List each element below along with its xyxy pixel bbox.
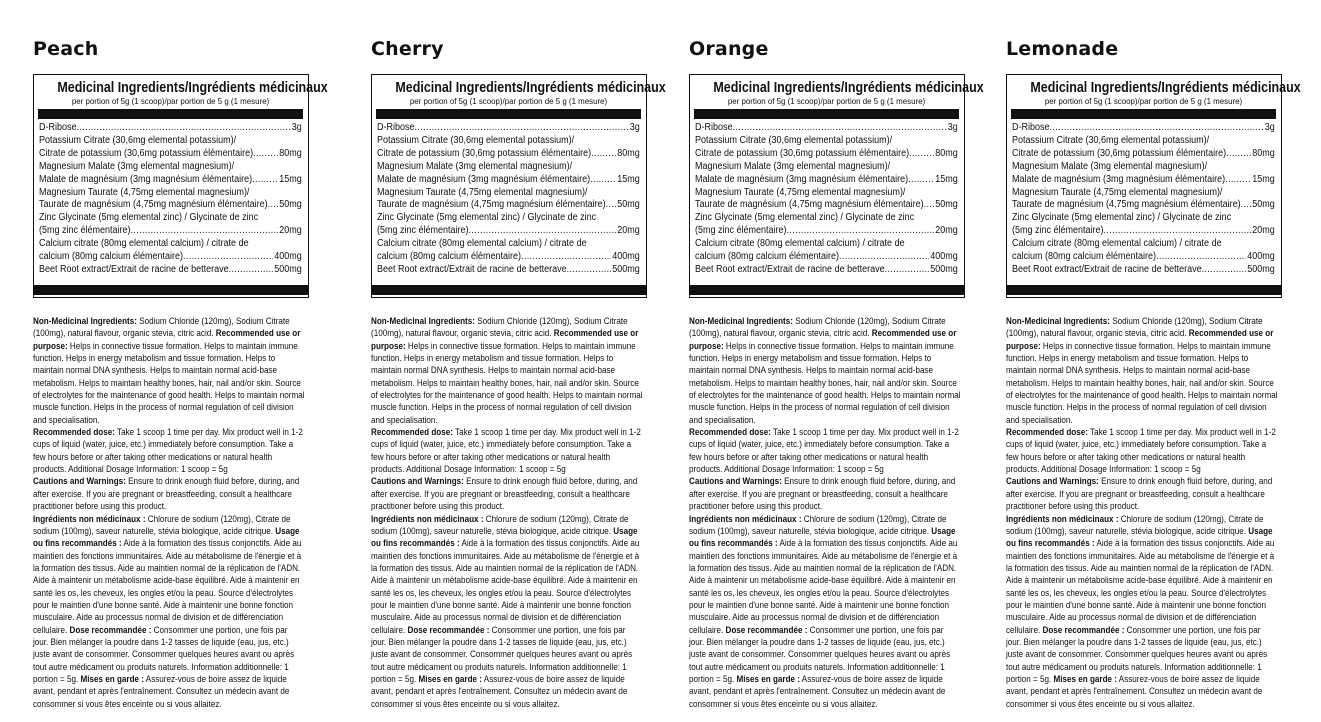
recommended-dose-heading: Recommended dose:	[689, 427, 771, 438]
non-medicinal-heading: Non-Medicinal Ingredients:	[689, 316, 793, 326]
recommended-dose-heading: Recommended dose:	[371, 427, 453, 438]
thick-rule-bottom	[33, 285, 309, 295]
fr-warnings-heading: Mises en garde :	[80, 673, 144, 684]
non-medicinal-text: Sodium Chloride (120mg), Sodium Citrate (100mg), natural flavour, organic stevia, citric acid.	[1006, 316, 1263, 339]
ingredient-row	[39, 122, 302, 135]
thick-rule-bottom	[1006, 285, 1282, 295]
product-information-text	[33, 315, 305, 710]
thick-rule-top	[376, 109, 641, 119]
recommended-dose-heading: Recommended dose:	[33, 427, 115, 438]
medicinal-ingredients-box	[371, 74, 666, 298]
ingredient-row: Magnesium Taurate (4,75mg elemental magnesium)/	[1012, 186, 1223, 198]
ingredient-row: Potassium Citrate (30,6mg elemental potassium)/	[695, 134, 893, 146]
dot-leader	[567, 264, 612, 277]
recommended-use-text: Helps in connective tissue formation. Helps to maintain immune function. Helps in energy metabolism and tissue formation. Helps to maintain normal DNA synthesis. Helps to maintain normal acid-base metabolism. Helps to maintain healthy bones, hair, nail and/or skin. Source of electrolytes for the maintenance of good health. Helps to maintain normal muscle function. Helps in the process of normal regulation of cell division and specialisation.	[33, 340, 305, 425]
thick-rule-bottom	[371, 285, 647, 295]
dot-leader	[252, 174, 278, 187]
ingredient-row	[377, 225, 640, 238]
ingredient-name: Malate de magnésium (3mg magnésium élémentaire)	[39, 173, 253, 185]
thick-rule-top	[1011, 109, 1276, 119]
recommended-dose-heading: Recommended dose:	[1006, 427, 1088, 438]
dot-leader	[1226, 148, 1251, 161]
ingredient-row	[695, 174, 958, 187]
ingredient-amount: 80mg	[617, 147, 640, 159]
ingredient-row	[1012, 264, 1275, 277]
dot-leader	[908, 174, 934, 187]
ingredient-amount: 20mg	[617, 225, 640, 237]
english-info	[371, 315, 643, 426]
recommended-use-text: Helps in connective tissue formation. Helps to maintain immune function. Helps in energy metabolism and tissue formation. Helps to maintain normal DNA synthesis. Helps to maintain normal acid-base metabolism. Helps to maintain healthy bones, hair, nail and/or skin. Source of electrolytes for the maintenance of good health. Helps to maintain normal muscle function. Helps in the process of normal regulation of cell division and specialisation.	[1006, 340, 1278, 425]
thick-rule-top	[694, 109, 959, 119]
dot-leader	[885, 264, 930, 277]
non-medicinal-text: Sodium Chloride (120mg), Sodium Citrate (100mg), natural flavour, organic stevia, citric acid.	[689, 316, 946, 339]
ingredient-amount: 3g	[1264, 122, 1275, 133]
english-dose	[689, 426, 961, 475]
fr-non-medicinal-heading: Ingrédients non médicinaux :	[371, 513, 484, 524]
ingredient-name: calcium (80mg calcium élémentaire)	[695, 251, 840, 263]
fr-recommended-use-heading: Usage ou fins recommandés :	[689, 525, 956, 549]
fr-dose-text: Consommer une portion, une fois par jour. Bien mélanger la poudre dans 1-2 tasses de liquide (eau, jus, etc.) juste avant de consommer. Consommer quelques heures avant ou après tout autre médicament ou produits naturels. Information additionnelle: 1 portion = 5g.	[33, 624, 295, 684]
dot-leader	[1104, 225, 1252, 238]
ingredient-amount: 15mg	[1252, 173, 1275, 185]
fr-warnings-heading: Mises en garde :	[418, 673, 482, 684]
fr-recommended-use-text: Aide à la formation des tissus conjonctifs. Aide au maintien des fonctions immunitaires. Aide au métabolisme de l'énergie et à la formation des tissus. Aide au maintien normal de la réplication de l'ADN. Aide à maintenir un métabolisme acide-base équilibré. Aide à maintenir en santé les os, les cheveux, les ongles et/ou la peau. Source d'électrolytes pour le maintien d'une bonne santé. Aide à maintenir une bonne fonction musculaire. Aide au processus normal de division et de différenciation cellulaire.	[371, 538, 640, 635]
ingredients-box-subtitle: per portion of 5g (1 scoop)/par portion de 5 g (1 mesure)	[409, 96, 608, 106]
recommended-use-heading: Recommended use or purpose:	[33, 328, 301, 351]
ingredient-row	[1012, 122, 1275, 135]
ingredient-row: Zinc Glycinate (5mg elemental zinc) / Glycinate de zinc	[1012, 212, 1232, 224]
ingredient-name: Taurate de magnésium (4,75mg magnésium élémentaire)	[377, 199, 606, 211]
fr-recommended-use-text: Aide à la formation des tissus conjonctifs. Aide au maintien des fonctions immunitaires. Aide au métabolisme de l'énergie et à la formation des tissus. Aide au maintien normal de la réplication de l'ADN. Aide à maintenir un métabolisme acide-base équilibré. Aide à maintenir en santé les os, les cheveux, les ongles et/ou la peau. Source d'électrolytes pour le maintien d'une bonne santé. Aide à maintenir une bonne fonction musculaire. Aide au processus normal de division et de différenciation cellulaire.	[33, 538, 302, 635]
ingredient-amount: 500mg	[930, 263, 958, 275]
ingredients-box-title: Medicinal Ingredients/Ingrédients médicinaux	[395, 80, 666, 96]
ingredient-row	[1012, 174, 1275, 187]
ingredient-row: Potassium Citrate (30,6mg elemental potassium)/	[377, 134, 575, 146]
fr-non-medicinal-heading: Ingrédients non médicinaux :	[33, 513, 146, 524]
english-info	[1006, 315, 1278, 426]
fr-non-medicinal-text: Chlorure de sodium (120mg), Citrate de sodium (100mg), saveur naturelle, stévia biologique, acide citrique.	[33, 513, 291, 536]
dot-leader	[591, 148, 616, 161]
ingredient-name: Malate de magnésium (3mg magnésium élémentaire)	[1012, 173, 1226, 185]
ingredient-name: Taurate de magnésium (4,75mg magnésium élémentaire)	[39, 199, 268, 211]
ingredient-amount: 50mg	[279, 199, 302, 211]
ingredients-box-subtitle: per portion of 5g (1 scoop)/par portion de 5 g (1 mesure)	[1044, 96, 1243, 106]
ingredients-box-title: Medicinal Ingredients/Ingrédients médicinaux	[57, 80, 328, 96]
ingredient-row	[695, 199, 958, 212]
non-medicinal-heading: Non-Medicinal Ingredients:	[1006, 316, 1110, 326]
fr-recommended-use-heading: Usage ou fins recommandés :	[33, 525, 300, 549]
thick-rule-top	[38, 109, 303, 119]
flavor-title: Orange	[689, 38, 769, 60]
dot-leader	[1241, 199, 1252, 212]
ingredient-amount: 15mg	[279, 173, 302, 185]
dot-leader	[787, 225, 935, 238]
flavor-title: Peach	[33, 38, 99, 60]
fr-dose-heading: Dose recommandée :	[69, 624, 152, 635]
ingredient-row	[377, 264, 640, 277]
ingredients-box-subtitle: per portion of 5g (1 scoop)/par portion de 5 g (1 mesure)	[727, 96, 926, 106]
fr-non-medicinal-heading: Ingrédients non médicinaux :	[689, 513, 802, 524]
non-medicinal-heading: Non-Medicinal Ingredients:	[33, 316, 137, 326]
ingredient-row: Calcium citrate (80mg elemental calcium) / citrate de	[1012, 238, 1222, 250]
ingredient-row: Zinc Glycinate (5mg elemental zinc) / Glycinate de zinc	[39, 212, 259, 224]
ingredient-row: Zinc Glycinate (5mg elemental zinc) / Glycinate de zinc	[377, 212, 597, 224]
ingredient-row	[39, 225, 302, 238]
ingredient-rows	[1012, 122, 1275, 277]
warnings-text: Ensure to drink enough fluid before, during, and after exercise. If you are pregnant or breastfeeding, consult a healthcare practitioner before using this product.	[689, 476, 956, 512]
recommended-use-text: Helps in connective tissue formation. Helps to maintain immune function. Helps in energy metabolism and tissue formation. Helps to maintain normal DNA synthesis. Helps to maintain normal acid-base metabolism. Helps to maintain healthy bones, hair, nail and/or skin. Source of electrolytes for the maintenance of good health. Helps to maintain normal muscle function. Helps in the process of normal regulation of cell division and specialisation.	[689, 340, 961, 425]
fr-dose-text: Consommer une portion, une fois par jour. Bien mélanger la poudre dans 1-2 tasses de liquide (eau, jus, etc.) juste avant de consommer. Consommer quelques heures avant ou après tout autre médicament ou produits naturels. Information additionnelle: 1 portion = 5g.	[1006, 624, 1268, 684]
warnings-heading: Cautions and Warnings:	[371, 476, 464, 487]
ingredients-box-title: Medicinal Ingredients/Ingrédients médicinaux	[1030, 80, 1301, 96]
ingredient-amount: 15mg	[935, 173, 958, 185]
ingredient-amount: 500mg	[1247, 263, 1275, 275]
ingredient-amount: 20mg	[279, 225, 302, 237]
ingredient-row: Calcium citrate (80mg elemental calcium) / citrate de	[39, 238, 249, 250]
ingredient-amount: 400mg	[274, 251, 302, 263]
recommended-use-heading: Recommended use or purpose:	[1006, 328, 1274, 351]
ingredient-amount: 3g	[291, 122, 302, 133]
fr-dose-heading: Dose recommandée :	[1042, 624, 1125, 635]
french-info	[371, 513, 643, 711]
dot-leader	[839, 251, 929, 264]
ingredient-rows	[39, 122, 302, 277]
flavor-title: Lemonade	[1006, 38, 1119, 60]
french-info	[33, 513, 305, 711]
warnings-text: Ensure to drink enough fluid before, during, and after exercise. If you are pregnant or breastfeeding, consult a healthcare practitioner before using this product.	[371, 476, 638, 512]
warnings-heading: Cautions and Warnings:	[689, 476, 782, 487]
dot-leader	[733, 122, 947, 135]
ingredient-amount: 500mg	[274, 263, 302, 275]
ingredient-row: Magnesium Malate (3mg elemental magnesium)/	[39, 160, 235, 172]
dot-leader	[183, 251, 273, 264]
recommended-dose-text: Take 1 scoop 1 time per day. Mix product well in 1-2 cups of liquid (water, juice, etc.) immediately before consumption. Take a few hours before or after taking other medications or natural health products. Additional Dosage Information: 1 scoop = 5g	[33, 427, 303, 475]
english-dose	[371, 426, 643, 475]
dot-leader	[606, 199, 617, 212]
warnings-text: Ensure to drink enough fluid before, during, and after exercise. If you are pregnant or breastfeeding, consult a healthcare practitioner before using this product.	[33, 476, 300, 512]
ingredient-amount: 400mg	[930, 251, 958, 263]
ingredient-rows	[377, 122, 640, 277]
ingredient-amount: 80mg	[279, 147, 302, 159]
fr-non-medicinal-text: Chlorure de sodium (120mg), Citrate de sodium (100mg), saveur naturelle, stévia biologique, acide citrique.	[371, 513, 629, 536]
ingredient-name: (5mg zinc élémentaire)	[39, 225, 131, 237]
ingredient-row	[695, 251, 958, 264]
recommended-dose-text: Take 1 scoop 1 time per day. Mix product well in 1-2 cups of liquid (water, juice, etc.) immediately before consumption. Take a few hours before or after taking other medications or natural health products. Additional Dosage Information: 1 scoop = 5g	[1006, 427, 1276, 475]
warnings-text: Ensure to drink enough fluid before, during, and after exercise. If you are pregnant or breastfeeding, consult a healthcare practitioner before using this product.	[1006, 476, 1273, 512]
ingredient-name: Beet Root extract/Extrait de racine de betterave	[39, 263, 229, 275]
ingredients-box-subtitle: per portion of 5g (1 scoop)/par portion de 5 g (1 mesure)	[71, 96, 270, 106]
ingredients-box-title: Medicinal Ingredients/Ingrédients médicinaux	[713, 80, 984, 96]
ingredient-row	[695, 264, 958, 277]
ingredient-name: D-Ribose	[39, 122, 77, 133]
ingredient-name: Citrate de potassium (30,6mg potassium élémentaire)	[39, 147, 254, 159]
ingredient-name: Citrate de potassium (30,6mg potassium élémentaire)	[1012, 147, 1227, 159]
ingredient-row	[377, 122, 640, 135]
fr-recommended-use-text: Aide à la formation des tissus conjonctifs. Aide au maintien des fonctions immunitaires. Aide au métabolisme de l'énergie et à la formation des tissus. Aide au maintien normal de la réplication de l'ADN. Aide à maintenir un métabolisme acide-base équilibré. Aide à maintenir en santé les os, les cheveux, les ongles et/ou la peau. Source d'électrolytes pour le maintien d'une bonne santé. Aide à maintenir une bonne fonction musculaire. Aide au processus normal de division et de différenciation cellulaire.	[689, 538, 958, 635]
ingredient-row	[695, 225, 958, 238]
fr-dose-heading: Dose recommandée :	[725, 624, 808, 635]
recommended-use-text: Helps in connective tissue formation. Helps to maintain immune function. Helps in energy metabolism and tissue formation. Helps to maintain normal DNA synthesis. Helps to maintain normal acid-base metabolism. Helps to maintain healthy bones, hair, nail and/or skin. Source of electrolytes for the maintenance of good health. Helps to maintain normal muscle function. Helps in the process of normal regulation of cell division and specialisation.	[371, 340, 643, 425]
medicinal-ingredients-box	[1006, 74, 1301, 298]
english-info	[33, 315, 305, 426]
ingredient-amount: 20mg	[935, 225, 958, 237]
fr-warnings-text: Assurez-vous de boire assez de liquide avant, pendant et après l'entraînement. Consultez un médecin avant de consommer si vous êtes enceinte ou si vous allaitez.	[689, 673, 946, 709]
ingredient-row: Calcium citrate (80mg elemental calcium) / citrate de	[377, 238, 587, 250]
ingredient-name: D-Ribose	[1012, 122, 1050, 133]
ingredient-name: Taurate de magnésium (4,75mg magnésium élémentaire)	[695, 199, 924, 211]
ingredient-name: Citrate de potassium (30,6mg potassium élémentaire)	[695, 147, 910, 159]
product-information-text	[1006, 315, 1278, 710]
ingredient-row	[377, 251, 640, 264]
thick-rule-bottom	[689, 285, 965, 295]
english-info	[689, 315, 961, 426]
warnings-heading: Cautions and Warnings:	[1006, 476, 1099, 487]
ingredient-name: D-Ribose	[377, 122, 415, 133]
fr-dose-heading: Dose recommandée :	[407, 624, 490, 635]
dot-leader	[909, 148, 934, 161]
ingredient-row	[1012, 199, 1275, 212]
ingredient-row: Magnesium Taurate (4,75mg elemental magnesium)/	[377, 186, 588, 198]
ingredient-rows	[695, 122, 958, 277]
ingredient-name: Malate de magnésium (3mg magnésium élémentaire)	[695, 173, 909, 185]
english-warnings	[1006, 475, 1278, 512]
ingredient-amount: 80mg	[935, 147, 958, 159]
non-medicinal-text: Sodium Chloride (120mg), Sodium Citrate (100mg), natural flavour, organic stevia, citric acid.	[33, 316, 290, 339]
ingredient-row	[695, 148, 958, 161]
dot-leader	[1202, 264, 1247, 277]
fr-recommended-use-heading: Usage ou fins recommandés :	[1006, 525, 1273, 549]
ingredient-row	[39, 251, 302, 264]
ingredient-row: Magnesium Taurate (4,75mg elemental magnesium)/	[39, 186, 250, 198]
recommended-dose-text: Take 1 scoop 1 time per day. Mix product well in 1-2 cups of liquid (water, juice, etc.) immediately before consumption. Take a few hours before or after taking other medications or natural health products. Additional Dosage Information: 1 scoop = 5g	[689, 427, 959, 475]
ingredient-row	[377, 199, 640, 212]
ingredient-row: Zinc Glycinate (5mg elemental zinc) / Glycinate de zinc	[695, 212, 915, 224]
fr-non-medicinal-text: Chlorure de sodium (120mg), Citrate de sodium (100mg), saveur naturelle, stévia biologique, acide citrique.	[689, 513, 947, 536]
french-info	[1006, 513, 1278, 711]
ingredient-amount: 50mg	[935, 199, 958, 211]
recommended-use-heading: Recommended use or purpose:	[689, 328, 957, 351]
fr-warnings-heading: Mises en garde :	[1053, 673, 1117, 684]
flavor-title: Cherry	[371, 38, 444, 60]
ingredient-name: Malate de magnésium (3mg magnésium élémentaire)	[377, 173, 591, 185]
ingredient-amount: 400mg	[612, 251, 640, 263]
dot-leader	[77, 122, 291, 135]
dot-leader	[590, 174, 616, 187]
dot-leader	[131, 225, 279, 238]
dot-leader	[924, 199, 935, 212]
fr-recommended-use-text: Aide à la formation des tissus conjonctifs. Aide au maintien des fonctions immunitaires. Aide au métabolisme de l'énergie et à la formation des tissus. Aide au maintien normal de la réplication de l'ADN. Aide à maintenir un métabolisme acide-base équilibré. Aide à maintenir en santé les os, les cheveux, les ongles et/ou la peau. Source d'électrolytes pour le maintien d'une bonne santé. Aide à maintenir une bonne fonction musculaire. Aide au processus normal de division et de différenciation cellulaire.	[1006, 538, 1275, 635]
ingredient-amount: 500mg	[612, 263, 640, 275]
ingredient-row	[377, 148, 640, 161]
product-information-text	[689, 315, 961, 710]
dot-leader	[415, 122, 629, 135]
non-medicinal-text: Sodium Chloride (120mg), Sodium Citrate (100mg), natural flavour, organic stevia, citric acid.	[371, 316, 628, 339]
ingredient-row: Magnesium Malate (3mg elemental magnesium)/	[695, 160, 891, 172]
english-warnings	[689, 475, 961, 512]
french-info	[689, 513, 961, 711]
fr-dose-text: Consommer une portion, une fois par jour. Bien mélanger la poudre dans 1-2 tasses de liquide (eau, jus, etc.) juste avant de consommer. Consommer quelques heures avant ou après tout autre médicament ou produits naturels. Information additionnelle: 1 portion = 5g.	[689, 624, 951, 684]
ingredient-amount: 50mg	[1252, 199, 1275, 211]
ingredient-name: (5mg zinc élémentaire)	[695, 225, 787, 237]
ingredient-name: calcium (80mg calcium élémentaire)	[39, 251, 184, 263]
ingredient-row: Potassium Citrate (30,6mg elemental potassium)/	[39, 134, 237, 146]
english-dose	[33, 426, 305, 475]
ingredient-name: Beet Root extract/Extrait de racine de betterave	[695, 263, 885, 275]
ingredient-row	[39, 148, 302, 161]
ingredient-amount: 3g	[947, 122, 958, 133]
dot-leader	[1225, 174, 1251, 187]
product-information-text	[371, 315, 643, 710]
english-warnings	[371, 475, 643, 512]
ingredient-amount: 400mg	[1247, 251, 1275, 263]
ingredient-row: Magnesium Malate (3mg elemental magnesium)/	[377, 160, 573, 172]
ingredient-amount: 80mg	[1252, 147, 1275, 159]
fr-warnings-text: Assurez-vous de boire assez de liquide avant, pendant et après l'entraînement. Consultez un médecin avant de consommer si vous êtes enceinte ou si vous allaitez.	[1006, 673, 1263, 709]
ingredient-name: Beet Root extract/Extrait de racine de betterave	[1012, 263, 1202, 275]
medicinal-ingredients-box	[33, 74, 328, 298]
dot-leader	[268, 199, 279, 212]
ingredient-name: D-Ribose	[695, 122, 733, 133]
ingredient-name: calcium (80mg calcium élémentaire)	[1012, 251, 1157, 263]
ingredient-name: (5mg zinc élémentaire)	[377, 225, 469, 237]
ingredient-row: Magnesium Malate (3mg elemental magnesium)/	[1012, 160, 1208, 172]
ingredient-row	[39, 264, 302, 277]
medicinal-ingredients-box	[689, 74, 984, 298]
dot-leader	[469, 225, 617, 238]
ingredient-row	[1012, 148, 1275, 161]
ingredient-amount: 3g	[629, 122, 640, 133]
fr-non-medicinal-heading: Ingrédients non médicinaux :	[1006, 513, 1119, 524]
ingredient-name: (5mg zinc élémentaire)	[1012, 225, 1104, 237]
ingredient-row	[377, 174, 640, 187]
ingredient-name: Taurate de magnésium (4,75mg magnésium élémentaire)	[1012, 199, 1241, 211]
ingredient-row: Calcium citrate (80mg elemental calcium) / citrate de	[695, 238, 905, 250]
dot-leader	[1050, 122, 1264, 135]
warnings-heading: Cautions and Warnings:	[33, 476, 126, 487]
ingredient-row	[39, 199, 302, 212]
recommended-use-heading: Recommended use or purpose:	[371, 328, 639, 351]
recommended-dose-text: Take 1 scoop 1 time per day. Mix product well in 1-2 cups of liquid (water, juice, etc.) immediately before consumption. Take a few hours before or after taking other medications or natural health products. Additional Dosage Information: 1 scoop = 5g	[371, 427, 641, 475]
ingredient-row	[39, 174, 302, 187]
ingredient-row	[1012, 225, 1275, 238]
fr-dose-text: Consommer une portion, une fois par jour. Bien mélanger la poudre dans 1-2 tasses de liquide (eau, jus, etc.) juste avant de consommer. Consommer quelques heures avant ou après tout autre médicament ou produits naturels. Information additionnelle: 1 portion = 5g.	[371, 624, 633, 684]
fr-warnings-text: Assurez-vous de boire assez de liquide avant, pendant et après l'entraînement. Consultez un médecin avant de consommer si vous êtes enceinte ou si vous allaitez.	[33, 673, 290, 709]
dot-leader	[1156, 251, 1246, 264]
ingredient-amount: 20mg	[1252, 225, 1275, 237]
dot-leader	[229, 264, 274, 277]
ingredient-row: Magnesium Taurate (4,75mg elemental magnesium)/	[695, 186, 906, 198]
ingredient-row	[1012, 251, 1275, 264]
fr-non-medicinal-text: Chlorure de sodium (120mg), Citrate de sodium (100mg), saveur naturelle, stévia biologique, acide citrique.	[1006, 513, 1264, 536]
english-warnings	[33, 475, 305, 512]
ingredient-amount: 15mg	[617, 173, 640, 185]
fr-recommended-use-heading: Usage ou fins recommandés :	[371, 525, 638, 549]
non-medicinal-heading: Non-Medicinal Ingredients:	[371, 316, 475, 326]
ingredient-name: Citrate de potassium (30,6mg potassium élémentaire)	[377, 147, 592, 159]
ingredient-name: calcium (80mg calcium élémentaire)	[377, 251, 522, 263]
english-dose	[1006, 426, 1278, 475]
dot-leader	[521, 251, 611, 264]
ingredient-row: Potassium Citrate (30,6mg elemental potassium)/	[1012, 134, 1210, 146]
fr-warnings-text: Assurez-vous de boire assez de liquide avant, pendant et après l'entraînement. Consultez un médecin avant de consommer si vous êtes enceinte ou si vous allaitez.	[371, 673, 628, 709]
dot-leader	[253, 148, 278, 161]
ingredient-row	[695, 122, 958, 135]
ingredient-amount: 50mg	[617, 199, 640, 211]
fr-warnings-heading: Mises en garde :	[736, 673, 800, 684]
ingredient-name: Beet Root extract/Extrait de racine de betterave	[377, 263, 567, 275]
